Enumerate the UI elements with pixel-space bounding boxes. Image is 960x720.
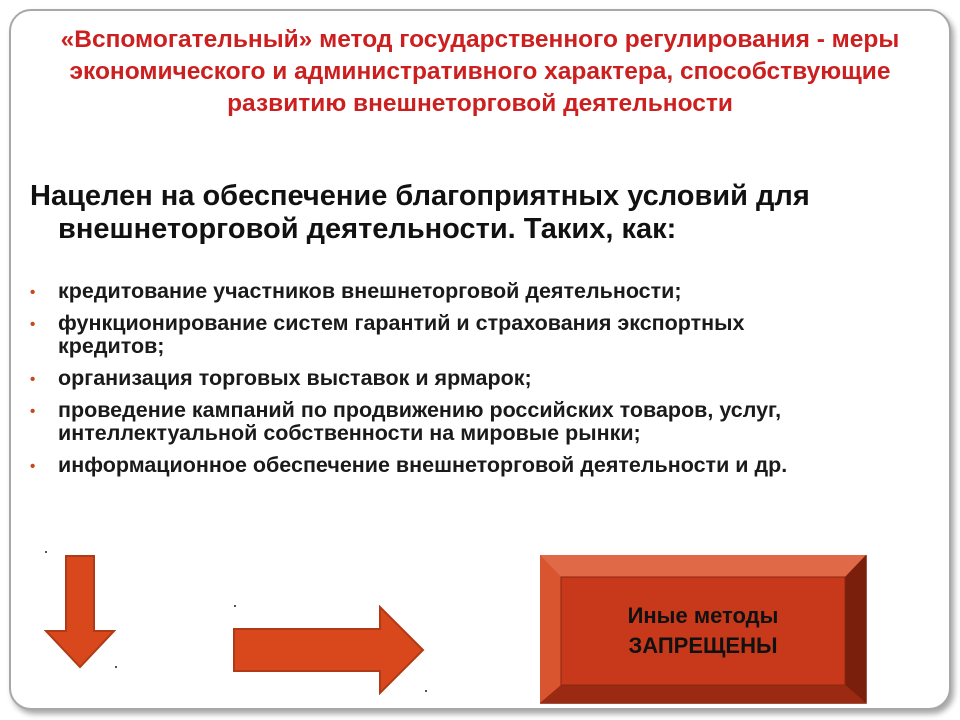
measures-list [30,280,930,486]
list-item-text: информационное обеспечение внешнеторговой деятельности и др. [58,453,788,477]
arrow-right-icon [232,605,426,695]
intro-text [30,180,910,246]
list-item-text: организация торговых выставок и ярмарок; [58,366,532,390]
speck-mark [115,666,117,668]
intro-line-2: внешнеторговой деятельности. Таких, как: [58,213,677,245]
speck-mark [234,605,236,607]
box-line-2: ЗАПРЕЩЕНЫ [628,633,778,658]
bullet-icon: • [30,458,36,475]
list-item [30,454,930,477]
speck-mark [425,690,427,692]
list-item [30,399,930,445]
intro-line-1: Нацелен на обеспечение благоприятных условий для [30,180,810,212]
list-item [30,367,930,390]
list-item [30,280,930,303]
list-item-text: проведение кампаний по продвижению российских товаров, услуг, [58,398,782,422]
list-item [30,312,930,358]
list-item-text: функционирование систем гарантий и страхования экспортных [58,311,745,335]
title-line-2: экономического и административного характера, способствующие [69,58,891,85]
bullet-icon: • [30,371,36,388]
bullet-icon: • [30,403,36,420]
list-item-text: кредитование участников внешнеторговой деятельности; [58,279,682,303]
list-item-text-continued: интеллектуальной собственности на мировые рынки; [58,421,641,445]
bullet-icon: • [30,316,36,333]
forbidden-methods-label [561,577,845,685]
arrow-down-icon [44,555,116,669]
title-line-1: «Вспомогательный» метод государственного регулирования - меры [60,26,900,53]
speck-mark [45,551,47,553]
list-item-text-continued: кредитов; [58,334,165,358]
title-line-3: развитию внешнеторговой деятельности [227,90,733,117]
slide-title [20,24,940,120]
bullet-icon: • [30,284,36,301]
box-line-1: Иные методы [627,603,779,628]
